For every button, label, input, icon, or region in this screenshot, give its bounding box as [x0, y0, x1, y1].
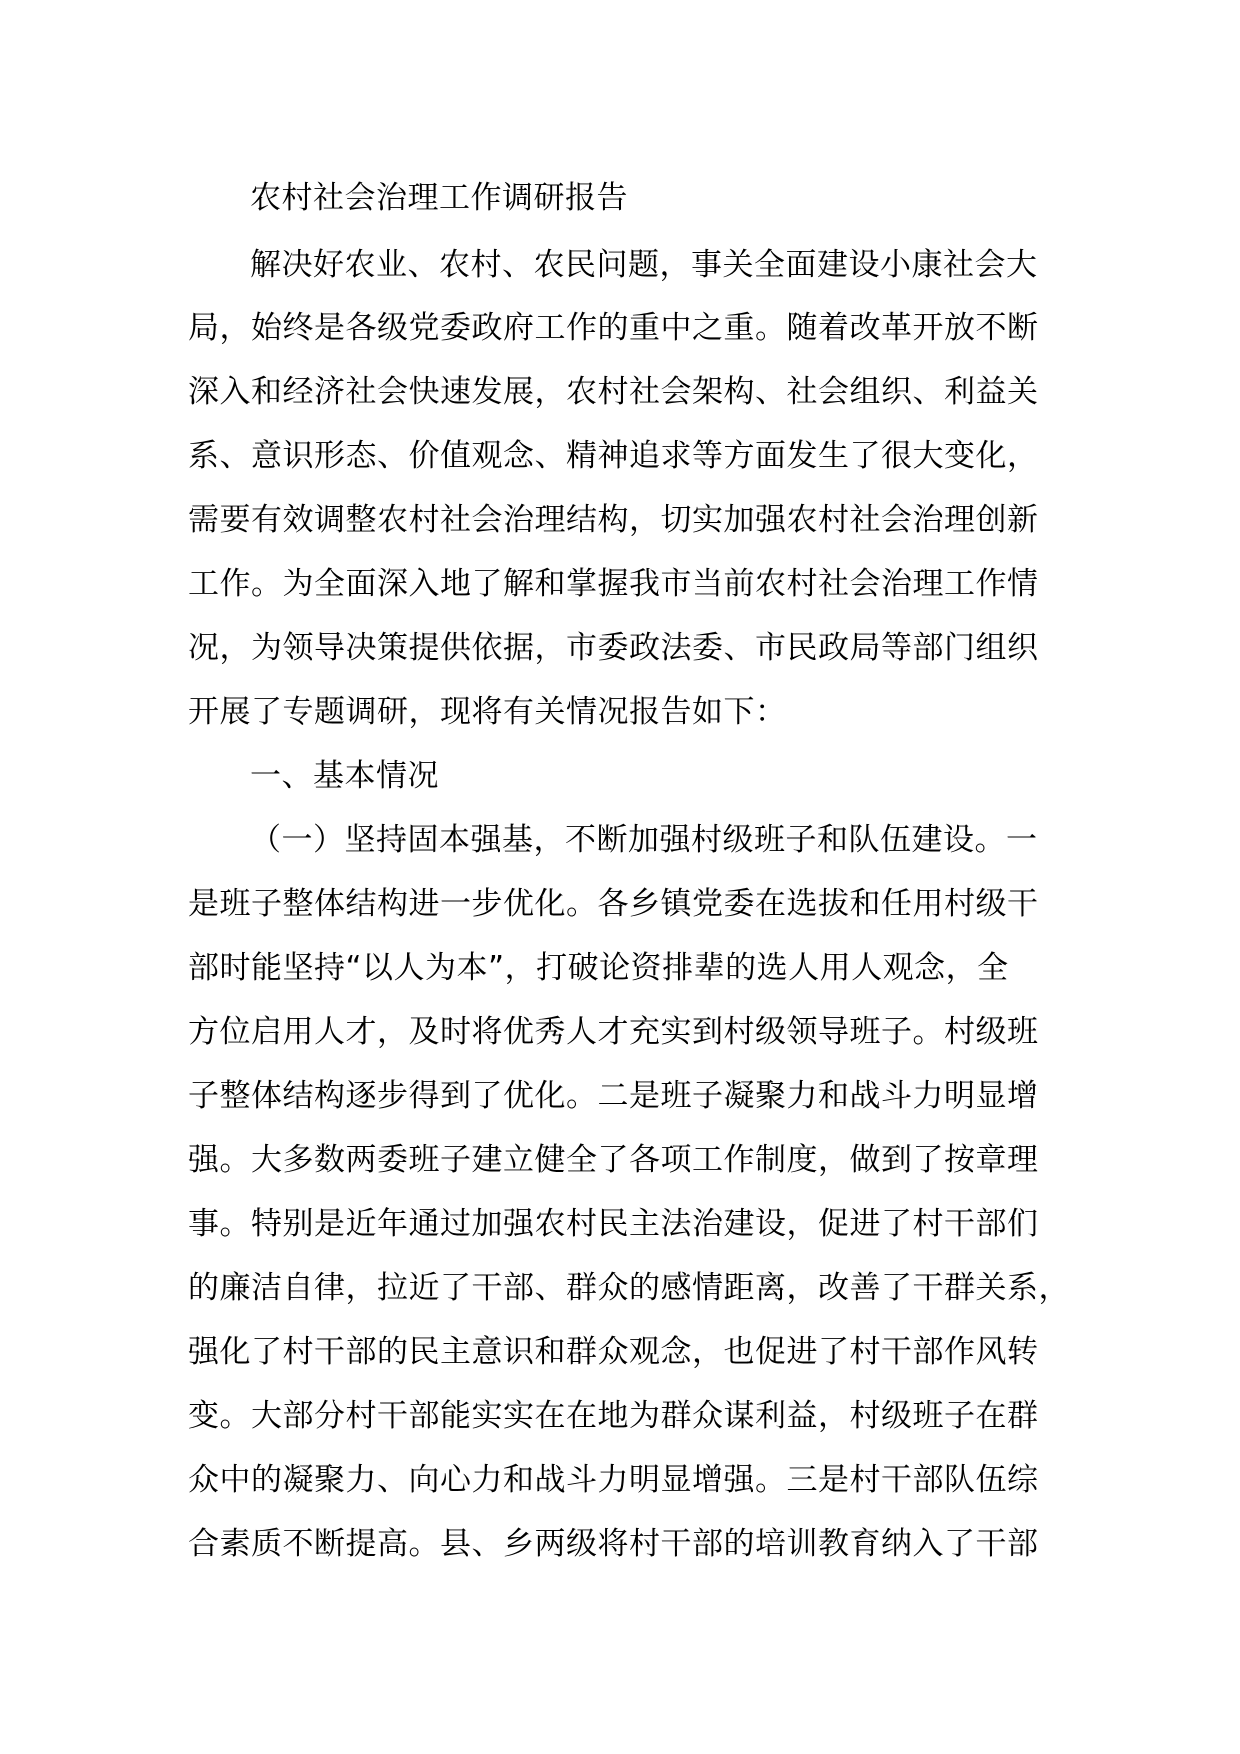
text-line: 局，始终是各级党委政府工作的重中之重。随着改革开放不断	[188, 310, 1039, 346]
text-line: 是班子整体结构进一步优化。各乡镇党委在选拔和任用村级干	[188, 886, 1039, 922]
text-line: 子整体结构逐步得到了优化。二是班子凝聚力和战斗力明显增	[188, 1078, 1039, 1114]
text-line: 工作。为全面深入地了解和掌握我市当前农村社会治理工作情	[188, 566, 1039, 602]
text-line: 部时能坚持“以人为本”，打破论资排辈的选人用人观念，全	[188, 950, 1009, 986]
text-line: 强化了村干部的民主意识和群众观念，也促进了村干部作风转	[188, 1334, 1039, 1370]
text-line: 开展了专题调研，现将有关情况报告如下：	[188, 694, 787, 730]
text-line: 合素质不断提高。县、乡两级将村干部的培训教育纳入了干部	[188, 1526, 1039, 1562]
text-line: 变。大部分村干部能实实在在地为群众谋利益，村级班子在群	[188, 1398, 1039, 1434]
text-line: 深入和经济社会快速发展，农村社会架构、社会组织、利益关	[188, 374, 1039, 410]
section-heading: 一、基本情况	[250, 758, 439, 794]
document-title: 农村社会治理工作调研报告	[250, 180, 628, 216]
text-line: 方位启用人才，及时将优秀人才充实到村级领导班子。村级班	[188, 1014, 1039, 1050]
text-line: 的廉洁自律，拉近了干部、群众的感情距离，改善了干群关系，	[188, 1270, 1070, 1306]
text-line: 众中的凝聚力、向心力和战斗力明显增强。三是村干部队伍综	[188, 1462, 1039, 1498]
text-line: （一）坚持固本强基，不断加强村级班子和队伍建设。一	[250, 822, 1038, 858]
text-line: 解决好农业、农村、农民问题，事关全面建设小康社会大	[250, 247, 1038, 283]
text-line: 强。大多数两委班子建立健全了各项工作制度，做到了按章理	[188, 1142, 1039, 1178]
text-line: 需要有效调整农村社会治理结构，切实加强农村社会治理创新	[188, 502, 1039, 538]
text-line: 系、意识形态、价值观念、精神追求等方面发生了很大变化，	[188, 438, 1039, 474]
text-line: 事。特别是近年通过加强农村民主法治建设，促进了村干部们	[188, 1206, 1039, 1242]
text-line: 况，为领导决策提供依据，市委政法委、市民政局等部门组织	[188, 630, 1039, 666]
